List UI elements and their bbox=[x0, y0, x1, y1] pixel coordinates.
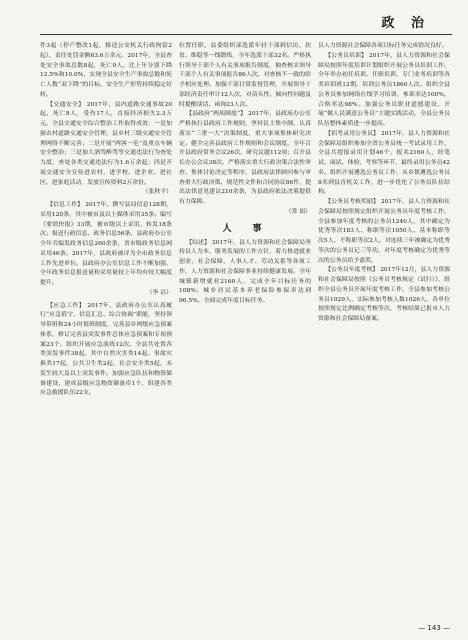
paragraph: 员人力资源社会保障各项目标任务完成情况良好。 bbox=[318, 43, 448, 49]
header-rule bbox=[40, 34, 452, 35]
author-credit: （李 洁） bbox=[146, 289, 172, 296]
text-columns bbox=[40, 42, 452, 617]
paragraph: 【信息工作】 2017年，撰写县局信息128期，采用120条，其中被市及以上媒体采用35条；编写《要情快报》33期，被市级以上采用、转发18条次；报送行政信息、政务信息56条，县政府办公室全年共编发政务信息260余条，省市级政务信息网采用46条。2017年，县政府被评为全市政务信息工作先进单位。县政府办公室信息工作不断加强，全年政务信息报送量和采用量较上年均有较大幅度提升。 bbox=[40, 202, 172, 286]
column-3 bbox=[318, 42, 450, 617]
page-header bbox=[0, 0, 468, 38]
section-heading: 人 事 bbox=[222, 223, 268, 234]
section-title: 政 治 bbox=[381, 16, 430, 31]
column-2 bbox=[179, 42, 311, 617]
author-credit: （常 娟） bbox=[285, 208, 311, 215]
paragraph: 【招考录用公务员】 2017年，县人力资源和社会保障局组织参加全省公务员统一考试录用工作，全县共提报录用计划46个，报名2160人，经笔试、面试、体检、考察等环节，最终录用公务员42名。组织开展遴选公务员工作，从乡镇遴选公务员8名到县直机关工作，进一步优化了公务员队伍结构。 bbox=[318, 130, 450, 196]
paragraph: 位置任职，县委组织部选派年轻干部到信访、扶贫、维稳等一线锻炼，全年选派干部32名。严格执行领导干部个人有关事项报告制度，抽查核实领导干部个人有关事项报告86人次，对查核不一致的给予相应处理。加强干部日常监督管理，开展领导干部经济责任审计12人次，对苗头性、倾向性问题及时提醒谈话、函询23人次。 bbox=[179, 43, 311, 108]
paragraph: 【公务员年度考核】 2017年12月，县人力资源和社会保障局按照《公务员考核规定（试行）》，组织全县公务员开展年度考核工作，全县参加考核公务员1029人，实际参加考核人数1026人，各单位按照规定比例确定考核等次，考核结果已报市人力资源和社会保障局备案。 bbox=[318, 267, 450, 322]
paragraph: 【公务员培训】 2017年，县人力资源和社会保障局按照年度培训计划组织开展公务员培训工作，全年举办初任培训、任职培训、专门业务培训等各类培训班12期，培训公务员1860人次。组织全县公务员参加网络在线学习培训，参训率达100%，合格率达98%。加强公务员职业道德建设，开展“做人民满意公务员”主题实践活动，全县公务员队伍整体素质进一步提高。 bbox=[318, 52, 450, 127]
paragraph: 【公务员考核奖励】 2017年，县人力资源和社会保障局按照规定组织开展公务员年度考核工作，全县参加年度考核的公务员1240人，其中确定为优秀等次183人、称职等次1050人、基本称职等次5人、不称职等次2人。对连续三年被确定为优秀等次的公务员记三等功，对年度考核确定为优秀等次的公务员给予嘉奖。 bbox=[318, 199, 450, 264]
paragraph: 【综述】 2017年，县人力资源和社会保障局坚持以人为本、服务发展的工作方针，着力推进就业创业、社会保障、人事人才、劳动关系等各项工作，人力资源和社会保障事业持续健康发展。全年城镇新增就业2160人，完成全年目标任务的108%；城乡居民基本养老保险参保率达到96.5%，全面完成年度目标任务。 bbox=[179, 239, 311, 304]
paragraph: 【交通安全】 2017年，县内道路交通事故20起，死亡8人，受伤17人，直接经济损失2.3万元。全县交通安全综合整治工作取得成效：一是加强农村道路交通安全管理，县乡村三级交通安全管理网络不断完善；二是开展“两客一危”及重点车辆安全整治；三是加大酒驾醉驾等交通违法行为查处力度，查处各类交通违法行为1.6万余起；四是开展交通安全宣传进农村、进学校、进企业、进社区、进家庭活动，发放宣传资料2万余份。 bbox=[40, 101, 172, 186]
paragraph: 件3起（停产整改1起，移送公安机关行政拘留2起），责任处罚金额63.6万余元。2017年，全县查处安全事故总数8起，死亡9人，比上年分别下降12.5%和10.0%，实现全县安全生产事故总数和死亡人数“双下降”的目标，安全生产形势持续稳定好转。 bbox=[40, 43, 172, 98]
column-1 bbox=[40, 42, 172, 617]
paragraph: 【应急工作】 2017年，县政府办公室认真履行“应急值守、信息汇总、综合协调”职能，坚持领导带班和24小时值班制度，完善县乡两级应急预案体系，修订完善县突发事件总体应急预案和专项预案23个，组织开展应急演练12次。全县共处置各类突发事件38起，其中自然灾害类14起、事故灾难类17起、公共卫生类2起、社会安全类5起，未发生较大及以上突发事件。加强应急队伍和物资储备建设，建成县级应急物资储备库1个，组建各类应急救援队伍22支。 bbox=[40, 302, 172, 397]
page-number: — 143 — bbox=[418, 624, 450, 632]
author-credit: （张秋平） bbox=[142, 189, 172, 196]
paragraph: 【县政府“两项制度”】 2017年，县政府办公室严格执行县政府工作规则，坚持民主集中制，认真落实“三重一大”决策制度，重大事项集体研究决定。健全完善县政府工作规则和会议制度，全年召开县政府常务会议26次，研究议题112项；召开县长办公会议38次。严格落实重大行政决策合法性审查、集体讨论决定等程序，县政府法律顾问参与审查重大行政决策、规范性文件和合同协议86件，提出法律意见建议210余条，为县政府依法决策提供有力保障。 bbox=[179, 111, 311, 205]
